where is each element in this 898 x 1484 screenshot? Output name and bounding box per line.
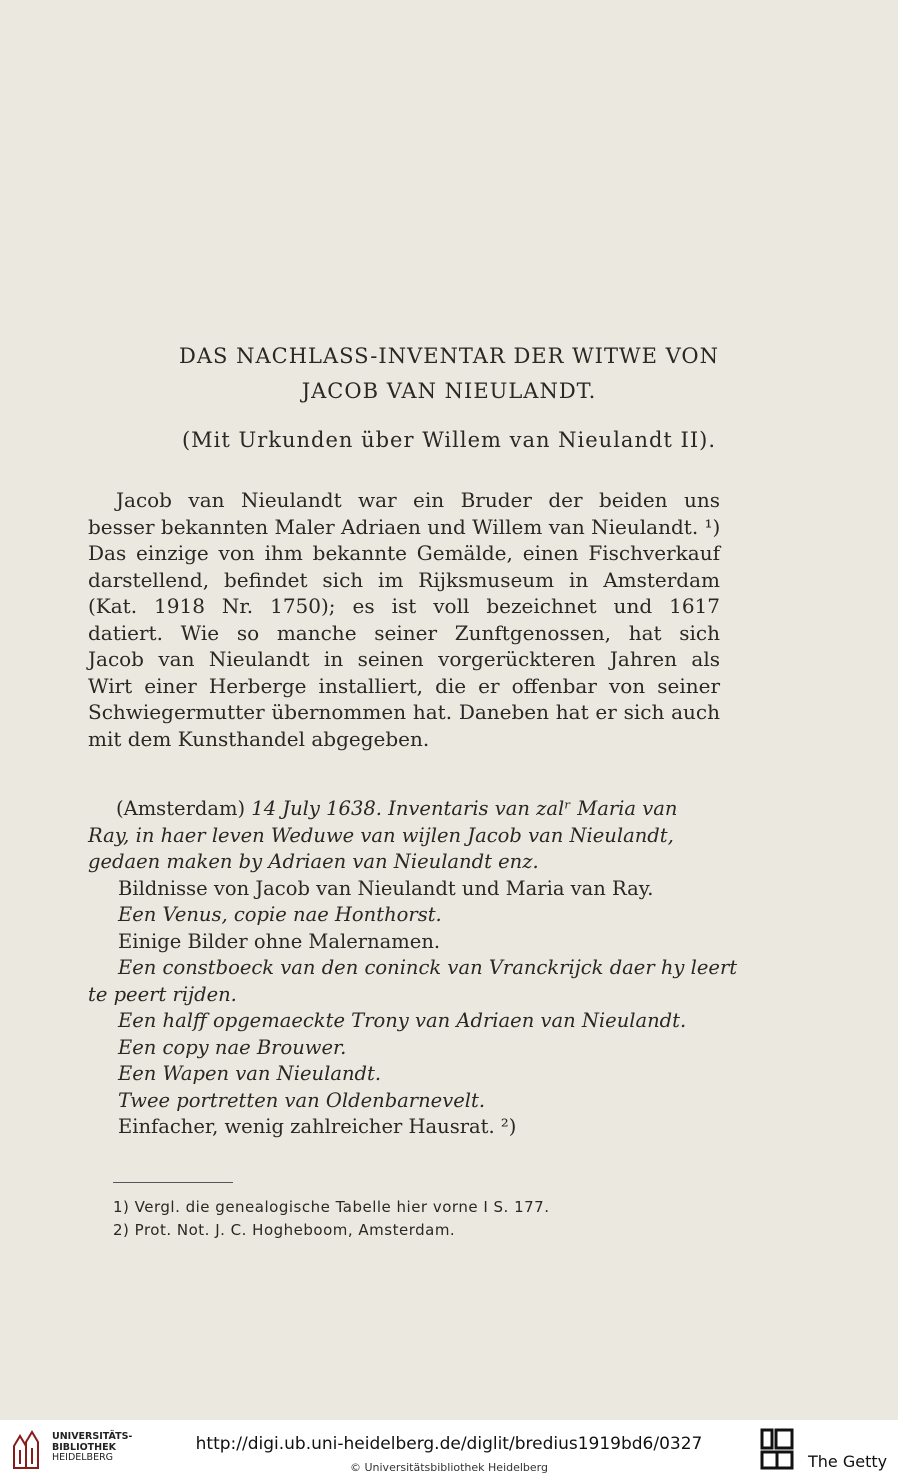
title-line-1: DAS NACHLASS-INVENTAR DER WITWE VON — [179, 344, 719, 368]
getty-label: The Getty — [808, 1452, 888, 1471]
paragraph-line: darstellend, befindet sich im Rijksmuseum in Amsterdam — [88, 567, 720, 592]
paragraph-line: Jacob van Nieulandt in seinen vorgerückteren Jahren als — [88, 647, 720, 671]
subtitle: (Mit Urkunden über Willem van Nieulandt II). — [181, 428, 716, 452]
library-name: UNIVERSITÄTS- BIBLIOTHEK HEIDELBERG — [52, 1431, 133, 1463]
title-line-2: JACOB VAN NIEULANDT. — [301, 379, 597, 403]
paragraph-line: datiert. Wie so manche seiner Zunftgenossen, hat sich — [88, 620, 720, 645]
paragraph-line: (Kat. 1918 Nr. 1750); es ist voll bezeichnet und 1617 — [88, 594, 720, 618]
inventory-item: Een constboeck van den coninck van Vranckrijck daer hy leert — [118, 956, 738, 979]
getty-logo-icon[interactable] — [760, 1428, 796, 1472]
paragraph-line: Jacob van Nieulandt war ein Bruder der beiden uns — [116, 488, 720, 512]
inventory-item: Einfacher, wenig zahlreicher Hausrat. ²) — [118, 1115, 517, 1138]
inventory-item-continuation: te peert rijden. — [88, 982, 237, 1006]
inventory-item: Een Wapen van Nieulandt. — [118, 1062, 382, 1085]
inventory-item: Einige Bilder ohne Malernamen. — [118, 929, 441, 953]
intro-italic: 14 July 1638. Inventaris van zalʳ Maria van — [251, 797, 678, 820]
permalink-url[interactable]: http://digi.ub.uni-heidelberg.de/diglit/bredius1919bd6/0327 — [195, 1434, 703, 1454]
inventory-item: Een copy nae Brouwer. — [118, 1035, 347, 1059]
paragraph-line: Schwiegermutter übernommen hat. Daneben hat er sich auch — [88, 700, 720, 724]
inventory-item: Bildnisse von Jacob van Nieulandt und Maria van Ray. — [118, 876, 654, 900]
footnote-divider — [113, 1182, 233, 1183]
intro-roman: (Amsterdam) — [116, 797, 252, 820]
copyright-notice: © Universitätsbibliothek Heidelberg — [349, 1461, 548, 1474]
paragraph-line: mit dem Kunsthandel abgegeben. — [88, 726, 430, 751]
inventory-intro-line: gedaen maken by Adriaen van Nieulandt enz. — [88, 850, 539, 873]
paragraph-line: Das einzige von ihm bekannte Gemälde, einen Fischverkauf — [88, 541, 720, 565]
inventory-intro-line: Ray, in haer leven Weduwe van wijlen Jacob van Nieulandt, — [88, 823, 674, 847]
inventory-item: Twee portretten van Oldenbarnevelt. — [118, 1088, 486, 1112]
footnote-1: 1) Vergl. die genealogische Tabelle hier vorne I S. 177. — [113, 1198, 550, 1216]
main-paragraph — [88, 487, 720, 752]
inventory-section — [88, 796, 738, 1141]
inventory-item: Een halff opgemaeckte Trony van Adriaen van Nieulandt. — [118, 1009, 687, 1032]
inventory-intro — [88, 796, 728, 823]
footnote-2: 2) Prot. Not. J. C. Hogheboom, Amsterdam. — [113, 1221, 456, 1239]
paragraph-line: besser bekannten Maler Adriaen und Willem van Nieulandt. ¹) — [88, 514, 721, 539]
inventory-item: Een Venus, copie nae Honthorst. — [118, 903, 442, 926]
paragraph-line: Wirt einer Herberge installiert, die er offenbar von seiner — [88, 673, 720, 698]
